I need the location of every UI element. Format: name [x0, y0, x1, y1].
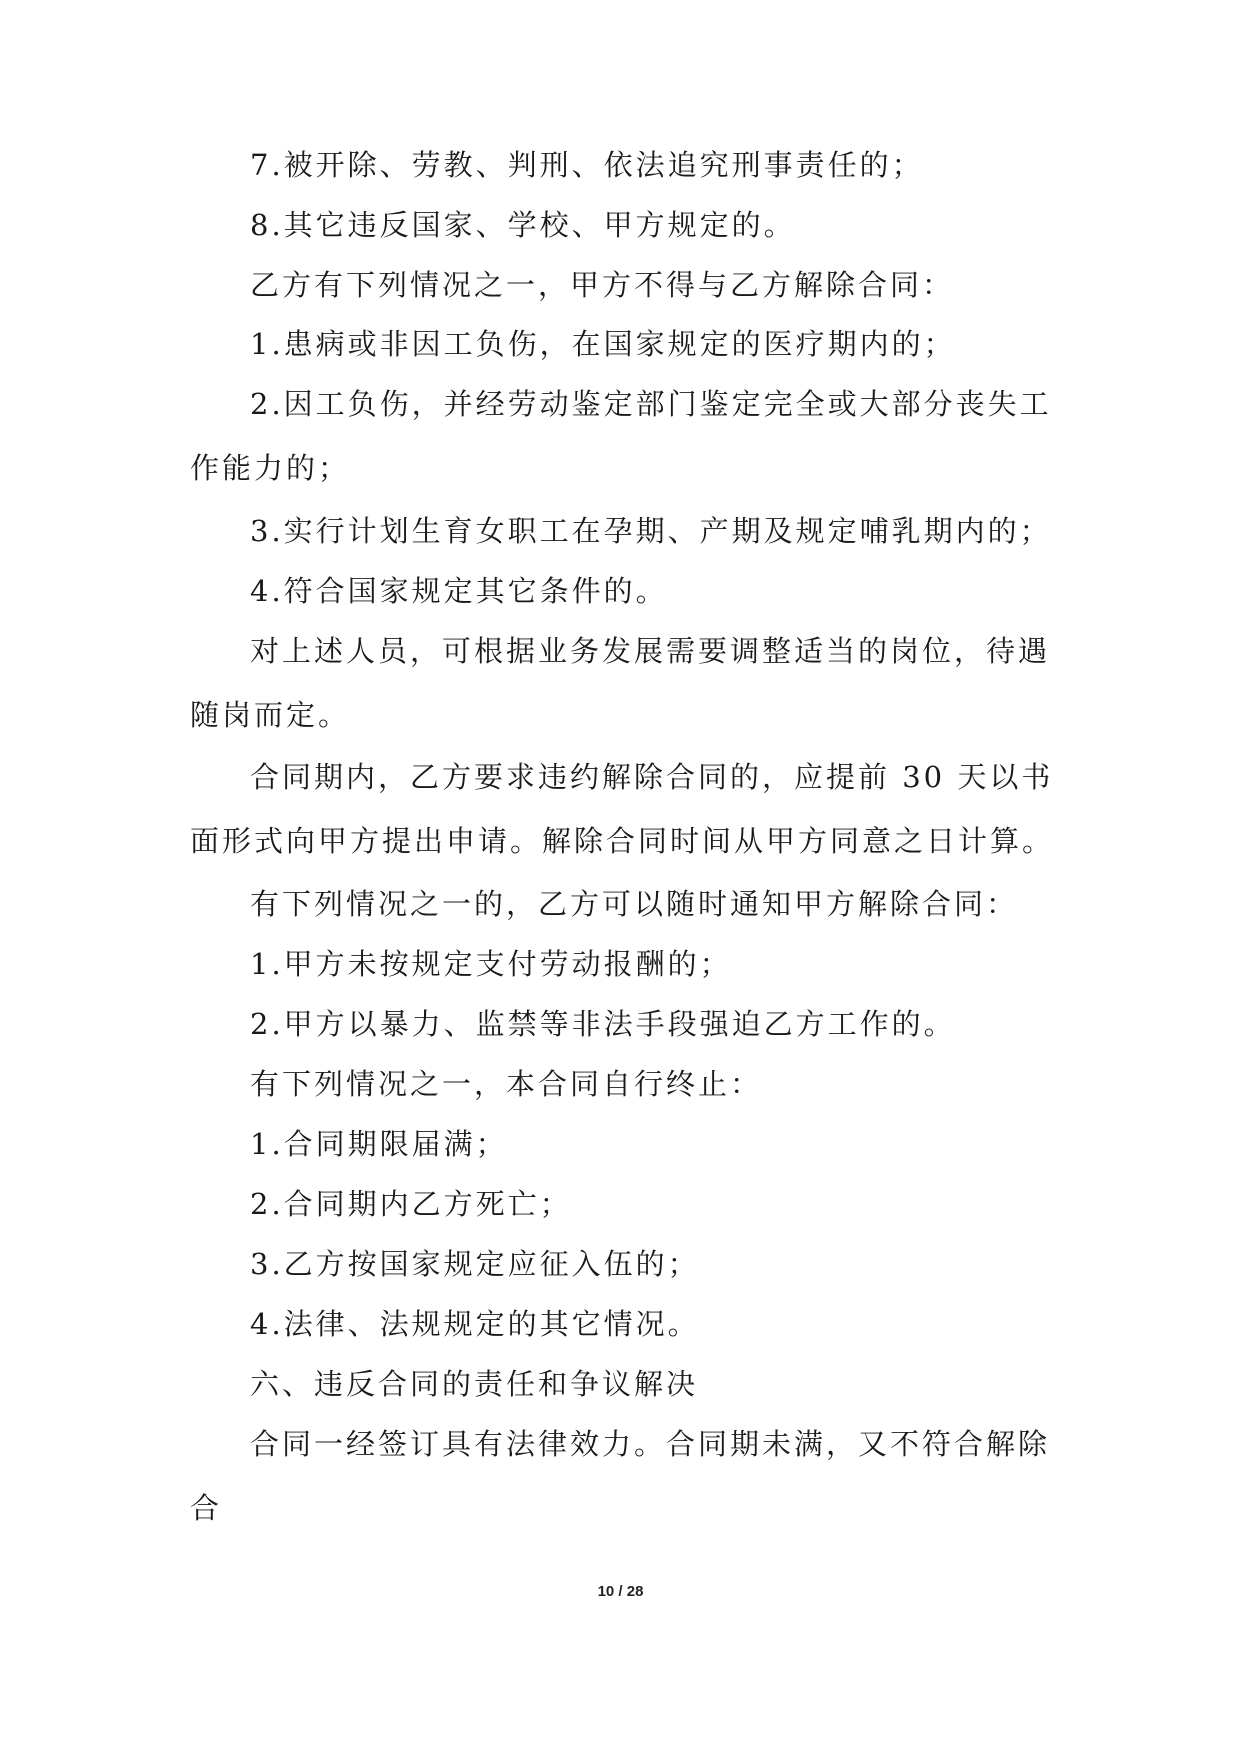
paragraph-party-b-may-terminate-heading: 有下列情况之一的，乙方可以随时通知甲方解除合同：	[250, 887, 1019, 921]
page-number: 10 / 28	[597, 1583, 644, 1600]
paragraph-cannot-terminate-4: 4.符合国家规定其它条件的。	[250, 574, 668, 608]
paragraph-party-b-may-terminate-1: 1.甲方未按规定支付劳动报酬的；	[250, 947, 732, 981]
paragraph-auto-terminate-4: 4.法律、法规规定的其它情况。	[250, 1307, 700, 1341]
paragraph-cannot-terminate-1: 1.患病或非因工负伤，在国家规定的医疗期内的；	[250, 327, 956, 361]
paragraph-cannot-terminate-3: 3.实行计划生育女职工在孕期、产期及规定哺乳期内的；	[250, 514, 1052, 548]
paragraph-auto-terminate-heading: 有下列情况之一，本合同自行终止：	[250, 1067, 763, 1101]
paragraph-auto-terminate-3: 3.乙方按国家规定应征入伍的；	[250, 1247, 700, 1281]
paragraph-auto-terminate-2: 2.合同期内乙方死亡；	[250, 1187, 572, 1221]
paragraph-party-b-may-terminate-2: 2.甲方以暴力、监禁等非法手段强迫乙方工作的。	[250, 1007, 956, 1041]
paragraph-legal-effect: 合同一经签订具有法律效力。合同期未满，又不符合解除合	[190, 1427, 1051, 1525]
section-heading-breach-and-disputes: 六、违反合同的责任和争议解决	[250, 1367, 699, 1401]
paragraph-adjust-position: 对上述人员，可根据业务发展需要调整适当的岗位，待遇随岗而定。	[190, 634, 1051, 732]
paragraph-early-termination: 合同期内，乙方要求违约解除合同的，应提前 30 天以书面形式向甲方提出申请。解除合同时间从甲方同意之日计算。	[190, 760, 1055, 858]
paragraph-auto-terminate-1: 1.合同期限届满；	[250, 1127, 508, 1161]
paragraph-item-7: 7.被开除、劳教、判刑、依法追究刑事责任的；	[250, 148, 924, 182]
paragraph-cannot-terminate-2: 2.因工负伤，并经劳动鉴定部门鉴定完全或大部分丧失工作能力的；	[190, 387, 1052, 485]
paragraph-item-8: 8.其它违反国家、学校、甲方规定的。	[250, 208, 796, 242]
paragraph-cannot-terminate-heading: 乙方有下列情况之一，甲方不得与乙方解除合同：	[250, 268, 955, 302]
